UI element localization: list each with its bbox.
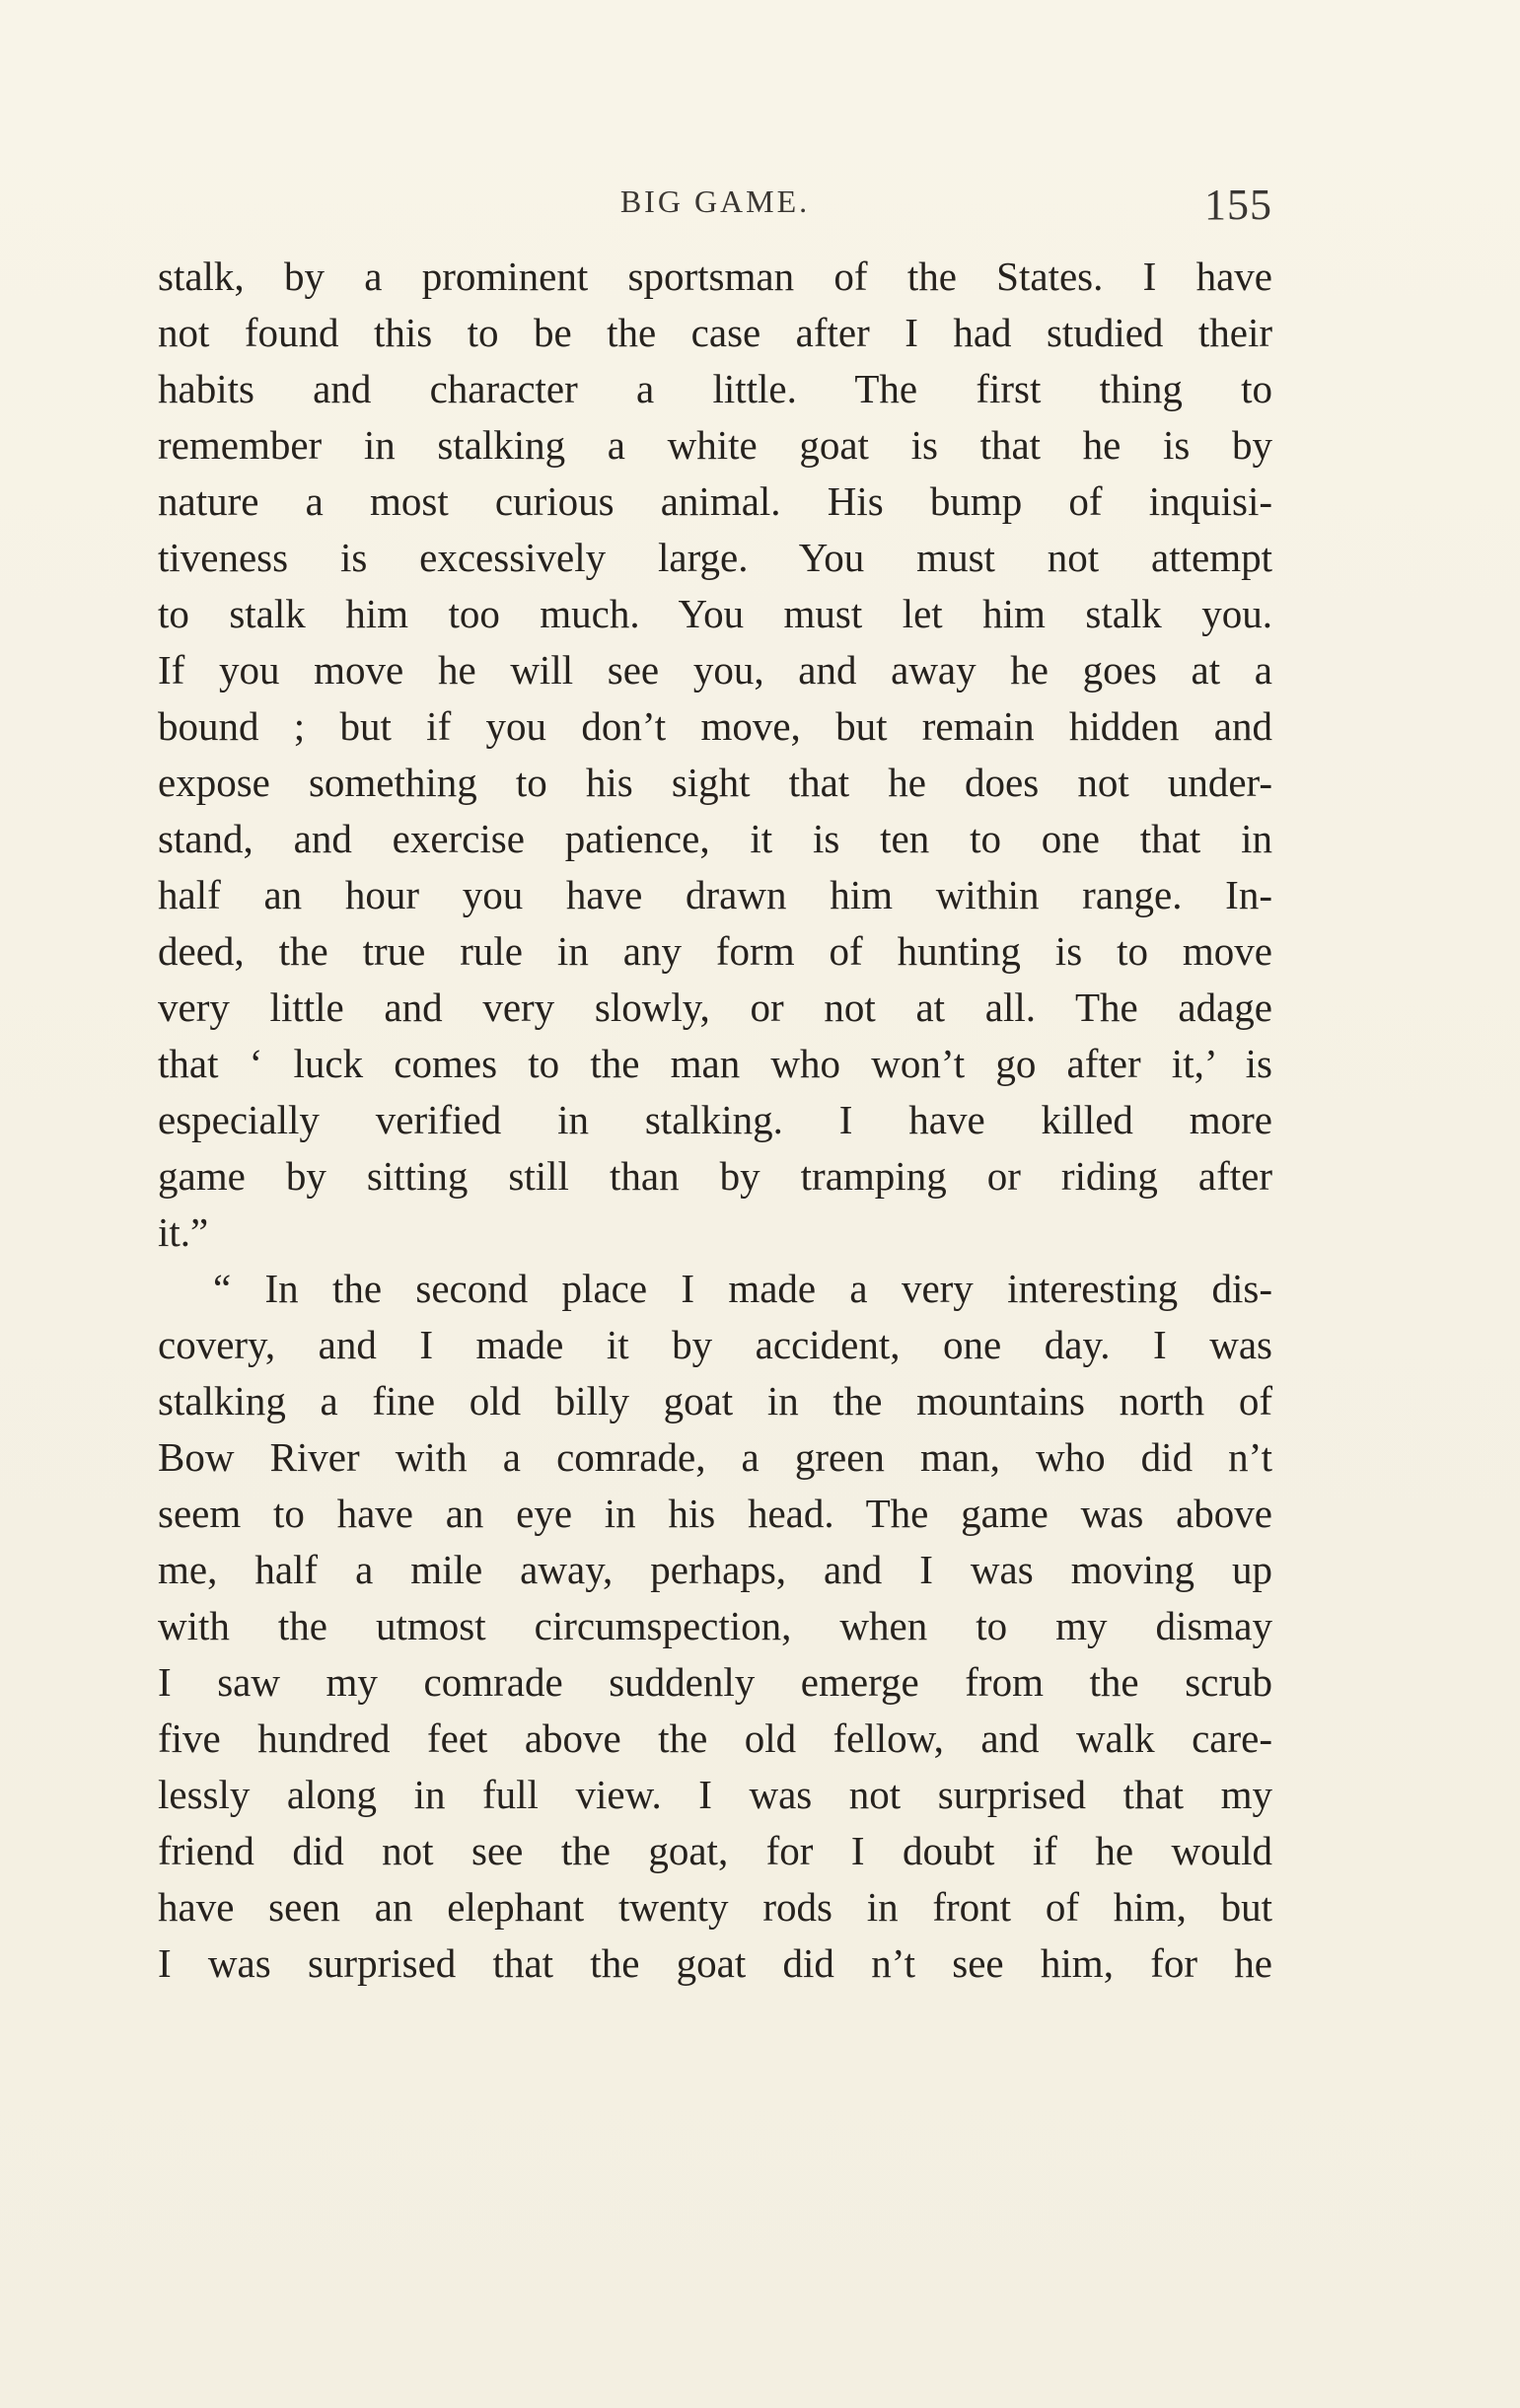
text-line: lessly along in full view. I was not surprised that my [158,1772,1272,1817]
text-line: to stalk him too much. You must let him stalk you. [158,591,1272,636]
text-line: tiveness is excessively large. You must not attempt [158,535,1272,580]
text-line: bound ; but if you don’t move, but remain hidden and [158,703,1272,749]
paragraph-start-line: “ In the second place I made a very interesting dis- [213,1266,1272,1311]
text-line: game by sitting still than by tramping or riding after [158,1153,1272,1199]
page-number: 155 [1204,181,1272,229]
text-line: friend did not see the goat, for I doubt if he would [158,1828,1272,1873]
text-line: expose something to his sight that he does not under- [158,760,1272,805]
running-head-title: BIG GAME. [619,183,811,219]
text-line: not found this to be the case after I had studied their [158,310,1272,355]
text-line: have seen an elephant twenty rods in front of him, but [158,1884,1272,1930]
text-line: very little and very slowly, or not at all. The adage [158,985,1272,1030]
text-line: deed, the true rule in any form of hunting is to move [158,928,1272,974]
text-line: seem to have an eye in his head. The game was above [158,1491,1272,1536]
text-line: covery, and I made it by accident, one day. I was [158,1322,1272,1367]
body-text [158,249,1272,1992]
text-line: especially verified in stalking. I have killed more [158,1097,1272,1142]
text-line: stand, and exercise patience, it is ten to one that in [158,816,1272,861]
running-head [158,183,1272,233]
text-line: nature a most curious animal. His bump of inquisi- [158,478,1272,524]
text-line: five hundred feet above the old fellow, and walk care- [158,1715,1272,1761]
text-line: stalk, by a prominent sportsman of the States. I have [158,254,1272,299]
text-line: me, half a mile away, perhaps, and I was moving up [158,1547,1272,1592]
text-line: that ‘ luck comes to the man who won’t go after it,’ is [158,1041,1272,1086]
text-line: remember in stalking a white goat is that he is by [158,422,1272,468]
text-line: stalking a fine old billy goat in the mountains north of [158,1378,1272,1423]
text-line: with the utmost circumspection, when to my dismay [158,1603,1272,1648]
text-line: habits and character a little. The first thing to [158,366,1272,411]
text-line: I was surprised that the goat did n’t see him, for he [158,1940,1272,1986]
text-line: Bow River with a comrade, a green man, who did n’t [158,1434,1272,1480]
paragraph-end-line: it.” [158,1209,209,1255]
text-line: I saw my comrade suddenly emerge from the scrub [158,1659,1272,1705]
text-line: half an hour you have drawn him within range. In- [158,872,1272,917]
text-line: If you move he will see you, and away he goes at a [158,647,1272,693]
